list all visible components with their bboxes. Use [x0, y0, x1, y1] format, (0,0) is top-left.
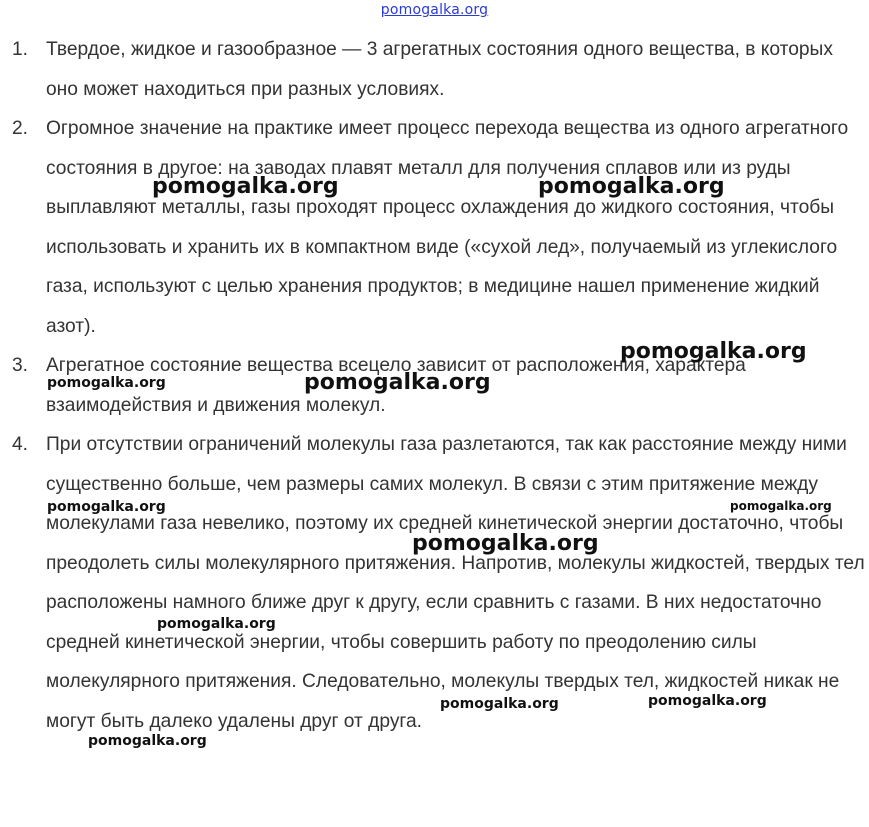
watermark-overlay: pomogalka.org: [412, 531, 599, 556]
watermark-overlay: pomogalka.org: [730, 499, 832, 513]
answer-item-2: [0, 109, 869, 346]
watermark-overlay: pomogalka.org: [620, 339, 807, 364]
item-number: 3.: [12, 355, 29, 376]
watermark-overlay: pomogalka.org: [47, 375, 166, 391]
watermark-overlay: pomogalka.org: [47, 499, 166, 515]
watermark-overlay: pomogalka.org: [152, 174, 339, 199]
watermark-overlay: pomogalka.org: [157, 616, 276, 632]
item-text: Огромное значение на практике имеет процесс перехода вещества из одного агрегатного состояния в другое: на заводах плавят металл для получения сплавов или из руды выплавляют металлы, газы проходят процесс охлаждения до жидкого состояния, чтобы использовать и хранить их в компактном виде («сухой лед», получаемый из углекислого газа, используют с целью хранения продуктов; в медицине нашел применение жидкий азот).: [46, 118, 849, 337]
answer-item-1: [0, 30, 869, 109]
watermark-overlay: pomogalka.org: [88, 733, 207, 749]
watermark-overlay: pomogalka.org: [648, 693, 767, 709]
item-text: Агрегатное состояние вещества всецело зависит от расположения, характера взаимодействия и движения молекул.: [46, 355, 746, 416]
item-text: При отсутствии ограничений молекулы газа разлетаются, так как расстояние между ними существенно больше, чем размеры самих молекул. В связи с этим притяжение между молекулами газа невелико, поэтому их средней кинетической энергии достаточно, чтобы преодолеть силы молекулярного притяжения. Напротив, молекулы жидкостей, твердых тел расположены намного ближе друг к другу, если сравнить с газами. В них недостаточно средней кинетической энергии, чтобы совершить работу по преодолению силы молекулярного притяжения. Следовательно, молекулы твердых тел, жидкостей никак не могут быть далеко удалены друг от друга.: [46, 434, 865, 732]
watermark-overlay: pomogalka.org: [538, 174, 725, 199]
item-number: 2.: [12, 118, 29, 139]
watermark-overlay: pomogalka.org: [304, 370, 491, 395]
header-watermark-link[interactable]: pomogalka.org: [380, 2, 489, 18]
item-number: 1.: [12, 39, 29, 60]
watermark-overlay: pomogalka.org: [440, 696, 559, 712]
item-number: 4.: [12, 434, 29, 455]
item-text: Твердое, жидкое и газообразное — 3 агрегатных состояния одного вещества, в которых оно может находиться при разных условиях.: [46, 39, 833, 100]
